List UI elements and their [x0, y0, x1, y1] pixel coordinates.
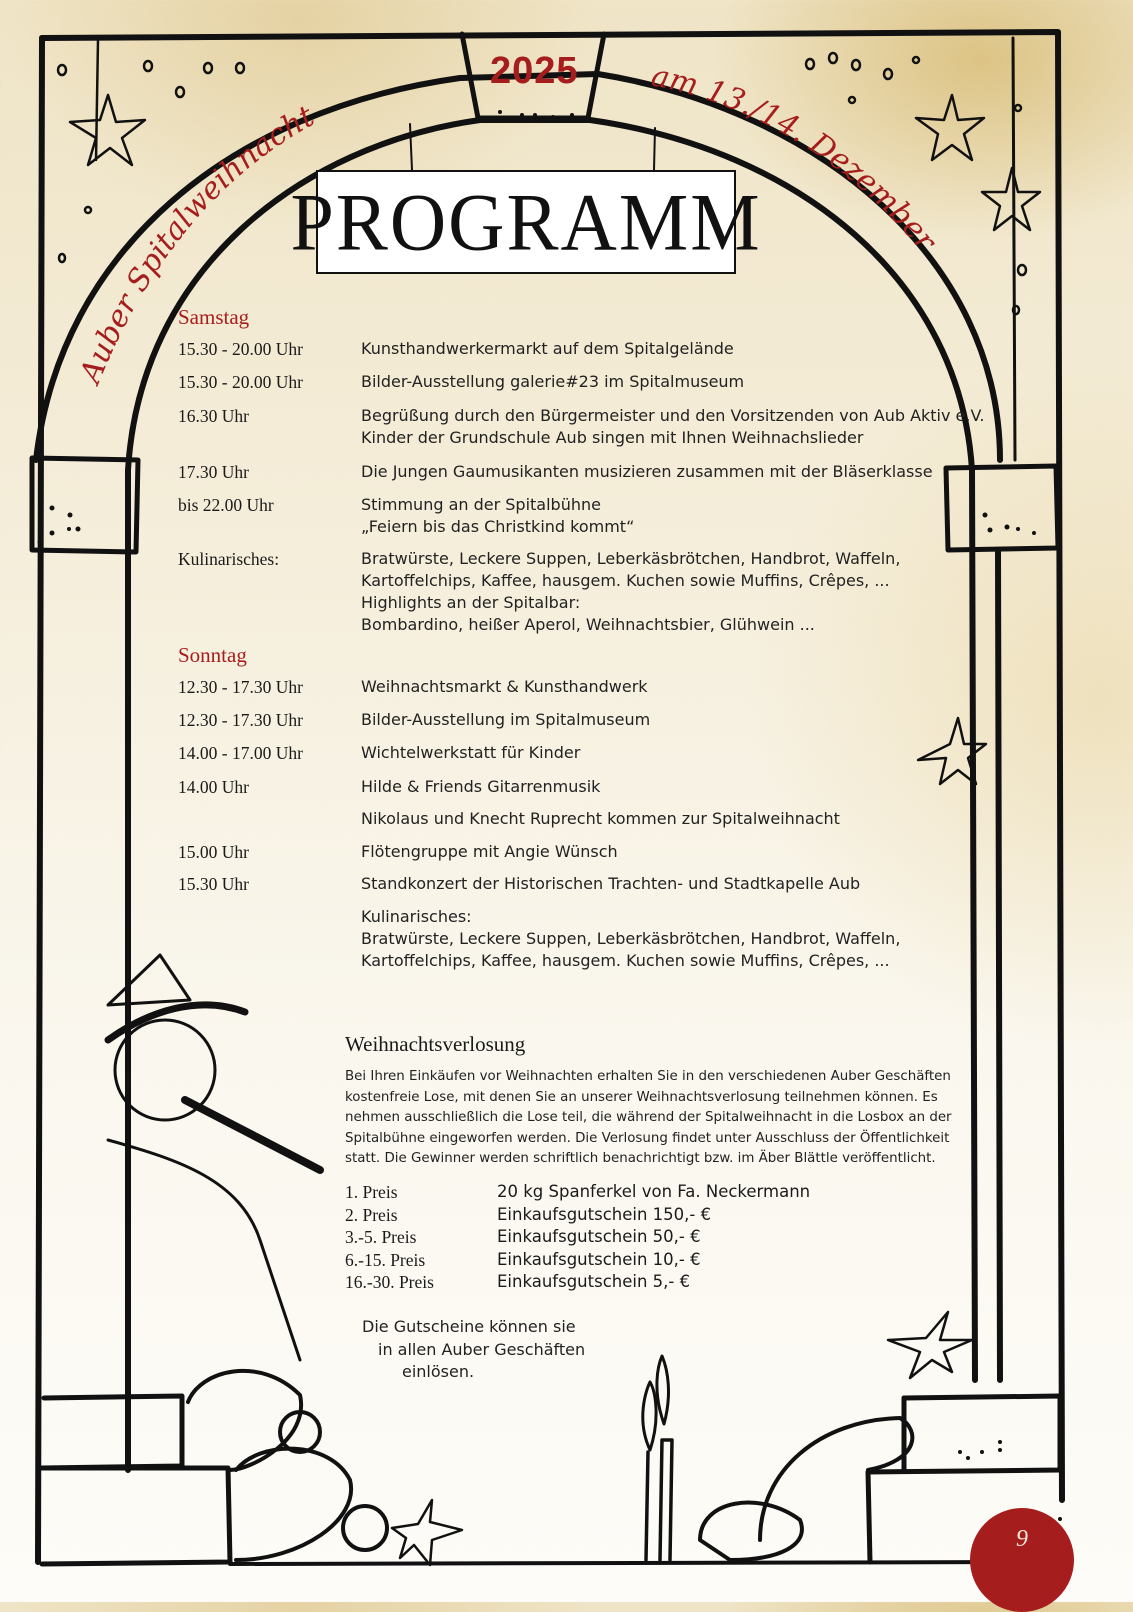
- description-line: Bratwürste, Leckere Suppen, Leberkäsbrötchen, Handbrot, Waffeln,: [361, 929, 901, 948]
- child-hat-icon: [108, 955, 190, 1005]
- note-line: Die Gutscheine können sie: [362, 1317, 576, 1336]
- left-step-upper: [42, 1396, 182, 1468]
- prize-value: 20 kg Spanferkel von Fa. Neckermann: [497, 1182, 811, 1201]
- prize-value: Einkaufsgutschein 50,- €: [497, 1227, 701, 1246]
- paragraph-line: kostenfreie Lose, mit denen Sie an unserer Weihnachtsverlosung teilnehmen können. Es: [345, 1089, 938, 1105]
- schedule-time: 16.30 Uhr: [178, 406, 249, 426]
- voucher-note: [362, 1316, 585, 1384]
- prize-place: 3.-5. Preis: [345, 1227, 417, 1247]
- star-icon: [70, 95, 145, 165]
- day-heading-saturday: Samstag: [178, 305, 250, 329]
- left-impost-block: [32, 458, 138, 552]
- prize-value: Einkaufsgutschein 10,- €: [497, 1249, 701, 1269]
- description-line: Die Jungen Gaumusikanten musizieren zusammen mit der Bläserklasse: [361, 462, 933, 481]
- star-icon: [982, 168, 1040, 230]
- schedule-description: [361, 709, 650, 731]
- schedule-description: [361, 338, 734, 360]
- raffle-title: Weihnachtsverlosung: [345, 1032, 526, 1056]
- description-line: Kartoffelchips, Kaffee, hausgem. Kuchen sowie Muffins, Crêpes, ...: [361, 951, 890, 970]
- description-line: Kulinarisches:: [361, 907, 472, 926]
- star-icon: [392, 1500, 462, 1565]
- description-line: Weihnachtsmarkt & Kunsthandwerk: [361, 677, 648, 696]
- schedule-time: 12.30 - 17.30 Uhr: [178, 710, 303, 730]
- description-line: Hilde & Friends Gitarrenmusik: [361, 777, 601, 796]
- schedule-description: [361, 906, 900, 972]
- prize-value: Einkaufsgutschein 150,- €: [497, 1204, 712, 1224]
- paragraph-line: Spitalbühne eingeworfen werden. Die Verlosung findet unter Ausschluss der Öffentlichkeit: [345, 1130, 950, 1146]
- day-heading-sunday: Sonntag: [178, 643, 247, 667]
- right-impost-block: [946, 466, 1058, 550]
- schedule-time: Kulinarisches:: [178, 549, 280, 569]
- schedule-description: [361, 841, 618, 863]
- paragraph-line: statt. Die Gewinner werden schriftlich benachrichtigt bzw. im Äber Blättle veröffentlicht.: [345, 1151, 936, 1166]
- page-number-badge: [970, 1508, 1074, 1612]
- description-line: Bombardino, heißer Aperol, Weihnachtsbier, Glühwein ...: [361, 615, 815, 634]
- description-line: Kartoffelchips, Kaffee, hausgem. Kuchen sowie Muffins, Crêpes, ...: [361, 571, 890, 590]
- description-line: Stimmung an der Spitalbühne: [361, 495, 601, 514]
- left-step-lower: [42, 1468, 230, 1564]
- description-line: Nikolaus und Knecht Ruprecht kommen zur Spitalweihnacht: [361, 809, 840, 828]
- note-line: einlösen.: [402, 1362, 475, 1381]
- description-line: Kinder der Grundschule Aub singen mit Ihnen Weihnachslieder: [361, 428, 864, 447]
- raffle-description: [345, 1067, 965, 1170]
- year-label: 2025: [490, 50, 579, 92]
- schedule-time: 15.00 Uhr: [178, 842, 249, 862]
- schedule-description: [361, 776, 600, 798]
- schedule-time: 15.30 - 20.00 Uhr: [178, 339, 303, 359]
- arch-left-text: Auber Spitalweihnacht: [73, 98, 321, 388]
- description-line: Bilder-Ausstellung galerie#23 im Spitalmuseum: [361, 372, 745, 391]
- paragraph-line: Bei Ihren Einkäufen vor Weihnachten erhalten Sie in den verschiedenen Auber Geschäften: [345, 1069, 951, 1084]
- schedule-description: [361, 742, 580, 764]
- description-line: Highlights an der Spitalbar:: [361, 593, 581, 612]
- prize-place: 2. Preis: [345, 1204, 398, 1225]
- candle-icon: [646, 1440, 672, 1560]
- arch-right-text: am 13./14. Dezember: [648, 58, 943, 258]
- star-icon: [916, 95, 984, 160]
- schedule-description: [361, 808, 840, 830]
- flute-icon: [185, 1100, 320, 1170]
- page-number: 9: [1016, 1526, 1028, 1552]
- frame-left-line: [38, 38, 42, 1562]
- schedule-time: bis 22.00 Uhr: [178, 495, 274, 515]
- description-line: Bratwürste, Leckere Suppen, Leberkäsbrötchen, Handbrot, Waffeln,: [361, 549, 901, 568]
- description-line: Standkonzert der Historischen Trachten- und Stadtkapelle Aub: [361, 874, 861, 893]
- prize-value: Einkaufsgutschein 5,- €: [497, 1272, 691, 1291]
- description-line: Bilder-Ausstellung im Spitalmuseum: [361, 710, 651, 729]
- description-line: Wichtelwerkstatt für Kinder: [361, 743, 581, 762]
- schedule-description: [361, 873, 860, 895]
- schedule-description: [361, 461, 933, 483]
- schedule-time: 15.30 Uhr: [178, 874, 249, 894]
- page-title: PROGRAMM: [290, 175, 762, 268]
- schedule-description: [361, 405, 984, 449]
- prize-place: 16.-30. Preis: [345, 1272, 434, 1292]
- schedule-time: 12.30 - 17.30 Uhr: [178, 677, 303, 697]
- paragraph-line: nehmen ausschließlich die Lose teil, die während der Spitalweihnacht in die Losbox an der: [345, 1110, 952, 1125]
- schedule-time: 15.30 - 20.00 Uhr: [178, 372, 303, 392]
- note-line: in allen Auber Geschäften: [378, 1339, 586, 1359]
- schedule-time: 14.00 - 17.00 Uhr: [178, 743, 303, 763]
- description-line: Kunsthandwerkermarkt auf dem Spitalgelände: [361, 339, 734, 358]
- program-title-sign: [290, 170, 762, 274]
- schedule-time: 14.00 Uhr: [178, 777, 249, 797]
- schedule-description: [361, 548, 900, 636]
- sheep-right-icon: [760, 1418, 912, 1540]
- description-line: Begrüßung durch den Bürgermeister und den Vorsitzenden von Aub Aktiv e.V.: [361, 406, 985, 425]
- schedule-description: [361, 676, 648, 698]
- star-icon: [888, 1312, 972, 1378]
- schedule-description: [361, 494, 634, 538]
- description-line: Flötengruppe mit Angie Wünsch: [361, 842, 618, 861]
- prize-place: 1. Preis: [345, 1182, 398, 1202]
- description-line: „Feiern bis das Christkind kommt“: [361, 517, 635, 536]
- prize-place: 6.-15. Preis: [345, 1249, 426, 1270]
- schedule-time: 17.30 Uhr: [178, 462, 249, 482]
- schedule-description: [361, 371, 744, 393]
